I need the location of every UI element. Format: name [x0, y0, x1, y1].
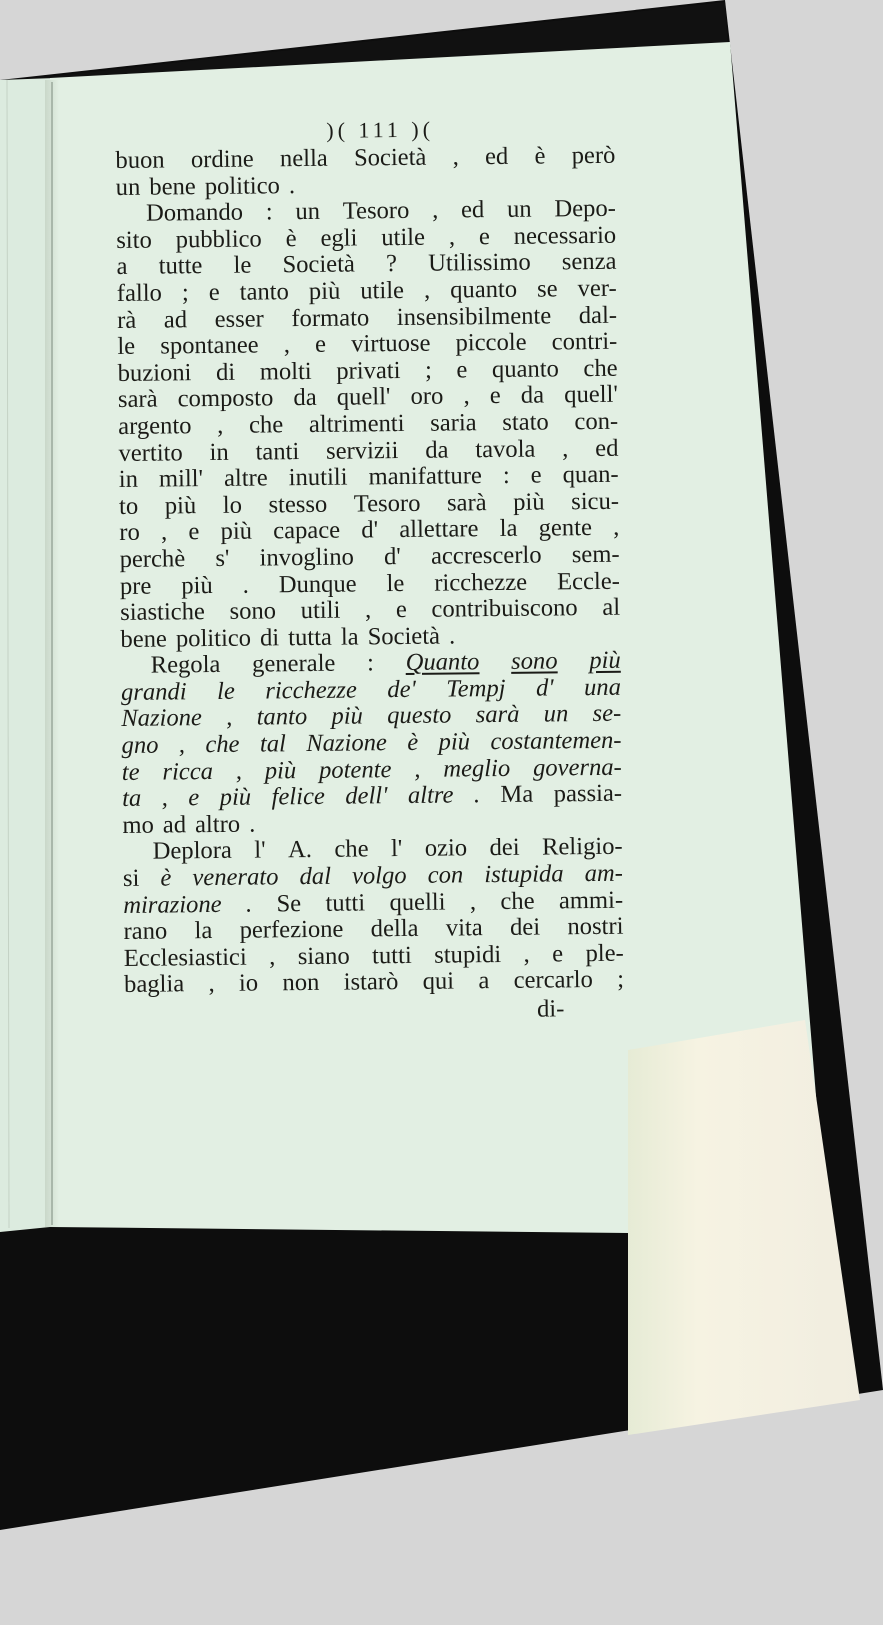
word: , — [283, 331, 291, 359]
word: e — [552, 940, 564, 968]
word: gno — [121, 731, 159, 760]
word: e — [188, 784, 200, 812]
word: quanto — [491, 355, 560, 383]
word: dei — [509, 913, 541, 942]
word: , — [523, 940, 530, 968]
word: baglia — [123, 970, 185, 999]
word: s' — [215, 544, 230, 572]
word: ed — [484, 142, 509, 171]
word: . — [288, 171, 296, 199]
word: dal — [299, 862, 332, 891]
word: nostri — [567, 912, 624, 941]
word: pubblico — [175, 225, 262, 254]
word: istarò — [343, 968, 399, 997]
word: , — [226, 704, 233, 732]
word: vita — [445, 914, 483, 942]
word: più — [220, 517, 253, 546]
ornament-left: )( — [326, 117, 350, 143]
word: quan- — [562, 460, 619, 489]
word: Società — [353, 143, 427, 172]
word: bene — [120, 625, 168, 653]
word: . — [448, 622, 456, 650]
word: am- — [584, 859, 623, 888]
word: però — [571, 141, 616, 170]
word: che — [583, 354, 618, 382]
word: l' — [254, 836, 266, 865]
word: mill' — [158, 465, 204, 493]
word: tutte — [158, 252, 203, 280]
word: le — [233, 251, 252, 280]
word: Deplora — [152, 837, 233, 866]
word: quell' — [564, 381, 618, 409]
word: : — [265, 198, 273, 226]
word: e — [188, 518, 200, 546]
word: senza — [561, 248, 617, 276]
word: ? — [385, 250, 398, 278]
word: , — [612, 514, 620, 542]
word: stesso — [268, 490, 328, 519]
word: qui — [422, 967, 455, 996]
word: esser — [214, 305, 264, 333]
word: Regola — [150, 651, 221, 679]
word: passia- — [553, 779, 623, 808]
word: utile — [381, 223, 426, 251]
word: la — [499, 515, 518, 543]
word: perfezione — [239, 915, 344, 944]
word: Quanto — [405, 648, 480, 677]
word: sarà — [475, 701, 520, 729]
word: ricca — [162, 757, 214, 786]
word: contri- — [551, 327, 618, 356]
text-line — [120, 595, 620, 627]
word: , — [269, 943, 276, 971]
word: necessario — [513, 221, 617, 250]
word: governa- — [532, 753, 622, 782]
word: dell' — [345, 782, 388, 810]
word: sito — [116, 226, 152, 254]
word: altrimenti — [308, 409, 405, 438]
word: vertito — [118, 438, 183, 467]
text-line — [118, 409, 618, 441]
word: a — [478, 967, 490, 995]
word: , — [562, 434, 569, 462]
word: formato — [291, 303, 370, 332]
word: , — [217, 411, 224, 439]
word: dal- — [578, 301, 618, 329]
word: più — [164, 491, 197, 520]
word: . — [245, 890, 253, 918]
word: servizii — [325, 436, 399, 465]
word: sem- — [571, 540, 620, 569]
word: un — [115, 173, 141, 201]
word: nella — [279, 144, 328, 173]
word: ed — [595, 434, 619, 462]
word: gente — [538, 514, 593, 542]
word: de' — [387, 675, 416, 704]
word: e — [530, 461, 542, 489]
word: manifatture — [368, 462, 483, 491]
word: la — [194, 917, 213, 945]
text-line — [116, 223, 616, 255]
text-line — [119, 515, 619, 547]
word: istupida — [484, 860, 564, 889]
word: ozio — [424, 834, 468, 863]
word: pre — [119, 572, 152, 600]
word: siano — [297, 942, 350, 970]
word: più — [308, 277, 341, 305]
word: spontanee — [160, 331, 259, 360]
word: più — [219, 783, 252, 812]
word: , — [161, 784, 169, 812]
word: tanto — [239, 278, 290, 306]
word: cercarlo — [513, 966, 593, 995]
word: stato — [502, 408, 549, 436]
word: politico — [204, 171, 281, 200]
word: . — [242, 571, 249, 599]
word: e — [314, 330, 327, 359]
word: Se — [276, 889, 302, 917]
word: invoglino — [259, 543, 355, 572]
word: ed — [460, 196, 485, 224]
word: potente — [318, 755, 392, 784]
word: ammi- — [558, 886, 624, 915]
word: , — [463, 382, 470, 410]
word: Tempj — [446, 674, 506, 703]
word: contribuiscono — [431, 594, 578, 623]
text-line — [117, 302, 617, 334]
word: , — [469, 887, 477, 915]
word: sono — [510, 647, 558, 676]
word: : — [366, 649, 375, 677]
word: una — [583, 673, 622, 701]
word: privati — [336, 356, 401, 385]
ornament-right: )( — [411, 116, 435, 142]
word: è — [160, 864, 172, 892]
word: in — [118, 465, 139, 494]
word: le — [386, 569, 405, 597]
word: , — [235, 757, 243, 785]
word: , — [431, 196, 439, 224]
text-line — [124, 967, 624, 999]
word: , — [178, 731, 186, 759]
word: quelli — [389, 888, 446, 916]
word: e — [208, 278, 220, 306]
word: se — [536, 275, 558, 303]
page-number: 111 — [358, 116, 402, 143]
word: quell' — [336, 383, 391, 412]
word: di — [259, 623, 280, 652]
word: le — [117, 332, 136, 361]
word: e — [456, 356, 468, 384]
word: e — [478, 222, 490, 250]
word: Tesoro — [353, 489, 421, 518]
word: piccole — [455, 328, 527, 357]
word: in — [209, 438, 229, 466]
word: stupidi — [434, 940, 502, 969]
word: tal — [259, 730, 287, 758]
word: d' — [535, 674, 554, 702]
word: , — [208, 970, 215, 998]
word: Tesoro — [342, 197, 410, 225]
word: , — [448, 223, 456, 251]
word: A. — [287, 836, 313, 864]
word: tanti — [255, 437, 300, 466]
word: Società — [282, 250, 356, 279]
word: più — [589, 647, 621, 675]
word: che — [248, 411, 284, 439]
word: tutti — [325, 889, 366, 917]
word: fallo — [116, 279, 163, 307]
word: Domando — [145, 198, 244, 227]
word: ver- — [577, 274, 617, 303]
word: più — [513, 488, 545, 516]
word: che — [500, 887, 535, 915]
word: più — [438, 728, 471, 756]
word: egli — [320, 224, 358, 252]
word: perchè — [119, 545, 186, 573]
word: allettare — [399, 515, 479, 544]
word: più — [181, 571, 213, 599]
word: sicu- — [571, 487, 620, 515]
word: felice — [271, 783, 325, 811]
word: accrescerlo — [430, 541, 542, 570]
word: altre — [407, 781, 454, 810]
word: Eccle- — [556, 567, 620, 595]
word: Nazione — [306, 729, 388, 758]
word: se- — [592, 700, 622, 728]
word: tutta — [288, 623, 333, 651]
word: buzioni — [117, 358, 192, 387]
word: Ma — [500, 780, 534, 809]
word: quanto — [450, 275, 518, 304]
word: mo — [122, 811, 154, 839]
word: d' — [383, 542, 401, 571]
word: con- — [574, 407, 619, 436]
word: Utilissimo — [428, 249, 531, 278]
text-line — [115, 143, 615, 175]
word: saria — [430, 409, 477, 437]
word: . — [248, 810, 256, 838]
word: di — [215, 358, 236, 386]
word: io — [238, 969, 259, 998]
word: questo — [387, 701, 452, 730]
word: un — [295, 198, 321, 226]
word: ple- — [585, 939, 624, 967]
word: non — [282, 969, 320, 997]
word: Ecclesiastici — [123, 943, 247, 972]
word: ricchezze — [265, 676, 357, 705]
word: è — [407, 728, 419, 757]
word: un — [506, 195, 532, 224]
word: mirazione — [123, 890, 222, 919]
word: rano — [123, 917, 168, 946]
word: rà — [116, 306, 137, 334]
word: lo — [222, 491, 243, 519]
word: da — [520, 381, 545, 410]
word: d' — [361, 516, 379, 544]
word: l' — [390, 835, 403, 863]
word: Società — [367, 622, 441, 651]
word: Depo- — [554, 194, 617, 223]
word: siastiche — [120, 598, 206, 627]
word: da — [293, 384, 317, 412]
word: altre — [223, 464, 268, 493]
word: to — [118, 492, 139, 520]
word: che — [334, 835, 369, 864]
word: dei — [489, 834, 520, 862]
word: . — [473, 781, 481, 809]
word: Nazione — [121, 704, 203, 733]
word: , — [423, 276, 431, 304]
word: ad — [163, 305, 188, 334]
word: è — [285, 224, 297, 252]
word: buon — [115, 146, 165, 174]
word: sarà — [117, 385, 158, 414]
word: più — [264, 756, 297, 785]
word: capace — [273, 516, 341, 545]
word: oro — [410, 382, 444, 411]
word: più — [331, 702, 364, 731]
word: venerato — [192, 863, 279, 892]
word: e — [395, 596, 407, 624]
text-line — [122, 754, 622, 786]
word: te — [121, 758, 140, 786]
word: tanto — [256, 703, 308, 732]
word: un — [543, 700, 569, 729]
catchword: di- — [536, 995, 565, 1023]
word: ro — [119, 519, 140, 547]
word: molti — [259, 357, 312, 386]
word: utile — [360, 276, 405, 305]
word: virtuose — [351, 329, 431, 358]
word: tutti — [371, 941, 412, 970]
word: della — [370, 915, 419, 943]
word: ad — [162, 811, 187, 839]
page-text-block — [115, 113, 624, 1028]
word: al — [602, 593, 621, 622]
word: a — [116, 253, 128, 281]
word: tavola — [475, 435, 536, 463]
word: : — [502, 462, 510, 490]
word: ta — [121, 785, 142, 813]
word: insensibilmente — [396, 302, 552, 331]
word: si — [122, 864, 140, 892]
word: da — [425, 436, 449, 464]
word: con — [427, 861, 464, 889]
word: politico — [175, 624, 252, 653]
word: meglio — [443, 754, 511, 783]
word: Dunque — [278, 569, 357, 598]
word: bene — [149, 172, 196, 201]
word: inutili — [288, 463, 348, 492]
word: e — [489, 382, 501, 410]
word: , — [414, 755, 421, 783]
word: , — [364, 596, 372, 624]
word: Religio- — [541, 833, 623, 862]
word: che — [205, 730, 240, 759]
word: ; — [424, 356, 433, 384]
word: , — [160, 518, 168, 546]
word: le — [216, 677, 235, 705]
word: utili — [300, 596, 341, 625]
word: , — [452, 143, 459, 171]
word: ; — [617, 966, 625, 994]
word: la — [340, 623, 359, 651]
text-line — [123, 861, 623, 893]
word: costantemen- — [490, 726, 622, 756]
word: sono — [229, 597, 277, 625]
word: generale — [251, 650, 336, 678]
word: grandi — [120, 678, 187, 706]
word: ordine — [190, 145, 254, 174]
word: composto — [177, 384, 274, 413]
word: volgo — [351, 862, 407, 890]
word: è — [534, 142, 546, 170]
word: argento — [118, 412, 192, 440]
word: sarà — [446, 488, 487, 517]
word: ricchezze — [434, 568, 528, 597]
word: altro — [194, 810, 241, 839]
word: ; — [181, 279, 189, 307]
text-lines — [115, 143, 624, 999]
